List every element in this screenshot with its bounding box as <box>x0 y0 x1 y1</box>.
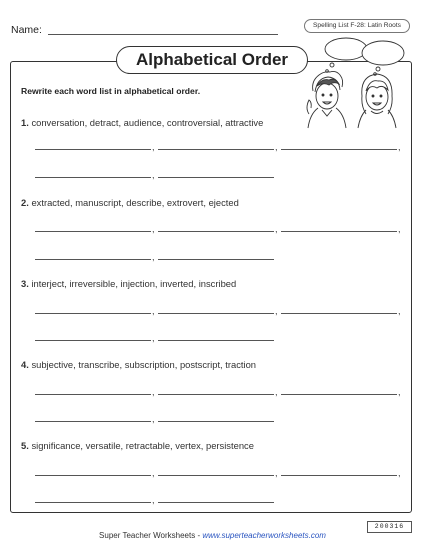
answer-line[interactable] <box>158 231 274 232</box>
answer-line[interactable] <box>158 259 274 260</box>
instructions-text: Rewrite each word list in alphabetical order. <box>21 86 201 96</box>
answer-line[interactable] <box>35 340 151 341</box>
question-words: conversation, detract, audience, controversial, attractive <box>31 117 264 128</box>
answer-line[interactable] <box>158 313 274 314</box>
question-number: 1. <box>21 117 29 128</box>
answer-line[interactable] <box>158 394 274 395</box>
answer-line[interactable] <box>158 421 274 422</box>
answer-line[interactable] <box>281 149 397 150</box>
answer-line[interactable] <box>35 475 151 476</box>
name-field[interactable] <box>48 34 278 35</box>
question-5 <box>21 440 254 451</box>
answer-line[interactable] <box>281 475 397 476</box>
footer-link[interactable]: www.superteacherworksheets.com <box>202 531 326 540</box>
question-number: 5. <box>21 440 29 451</box>
question-words: subjective, transcribe, subscription, postscript, traction <box>31 359 257 370</box>
spelling-list-badge: Spelling List F-28: Latin Roots <box>304 19 410 33</box>
answer-line[interactable] <box>35 177 151 178</box>
answer-line[interactable] <box>158 149 274 150</box>
answer-line[interactable] <box>35 259 151 260</box>
question-1 <box>21 117 263 128</box>
answer-line[interactable] <box>281 231 397 232</box>
question-number: 2. <box>21 197 29 208</box>
question-words: extracted, manuscript, describe, extrovert, ejected <box>31 197 239 208</box>
footer <box>0 531 425 540</box>
answer-line[interactable] <box>35 231 151 232</box>
question-words: significance, versatile, retractable, vertex, persistence <box>31 440 254 451</box>
answer-line[interactable] <box>158 177 274 178</box>
answer-line[interactable] <box>281 394 397 395</box>
question-2 <box>21 197 239 208</box>
answer-line[interactable] <box>158 475 274 476</box>
answer-line[interactable] <box>281 313 397 314</box>
answer-line[interactable] <box>35 149 151 150</box>
question-number: 4. <box>21 359 29 370</box>
question-3 <box>21 278 236 289</box>
answer-line[interactable] <box>158 340 274 341</box>
answer-line[interactable] <box>35 394 151 395</box>
answer-line[interactable] <box>35 421 151 422</box>
footer-separator: - <box>195 531 203 540</box>
footer-site-name: Super Teacher Worksheets <box>99 531 196 540</box>
name-label: Name: <box>11 24 42 36</box>
page-title: Alphabetical Order <box>116 46 308 74</box>
worksheet-code: 200316 <box>367 521 412 533</box>
question-number: 3. <box>21 278 29 289</box>
question-words: interject, irreversible, injection, inverted, inscribed <box>31 278 237 289</box>
answer-line[interactable] <box>158 502 274 503</box>
question-4 <box>21 359 256 370</box>
answer-line[interactable] <box>35 313 151 314</box>
two-kids-talking-illustration <box>296 36 412 138</box>
answer-line[interactable] <box>35 502 151 503</box>
